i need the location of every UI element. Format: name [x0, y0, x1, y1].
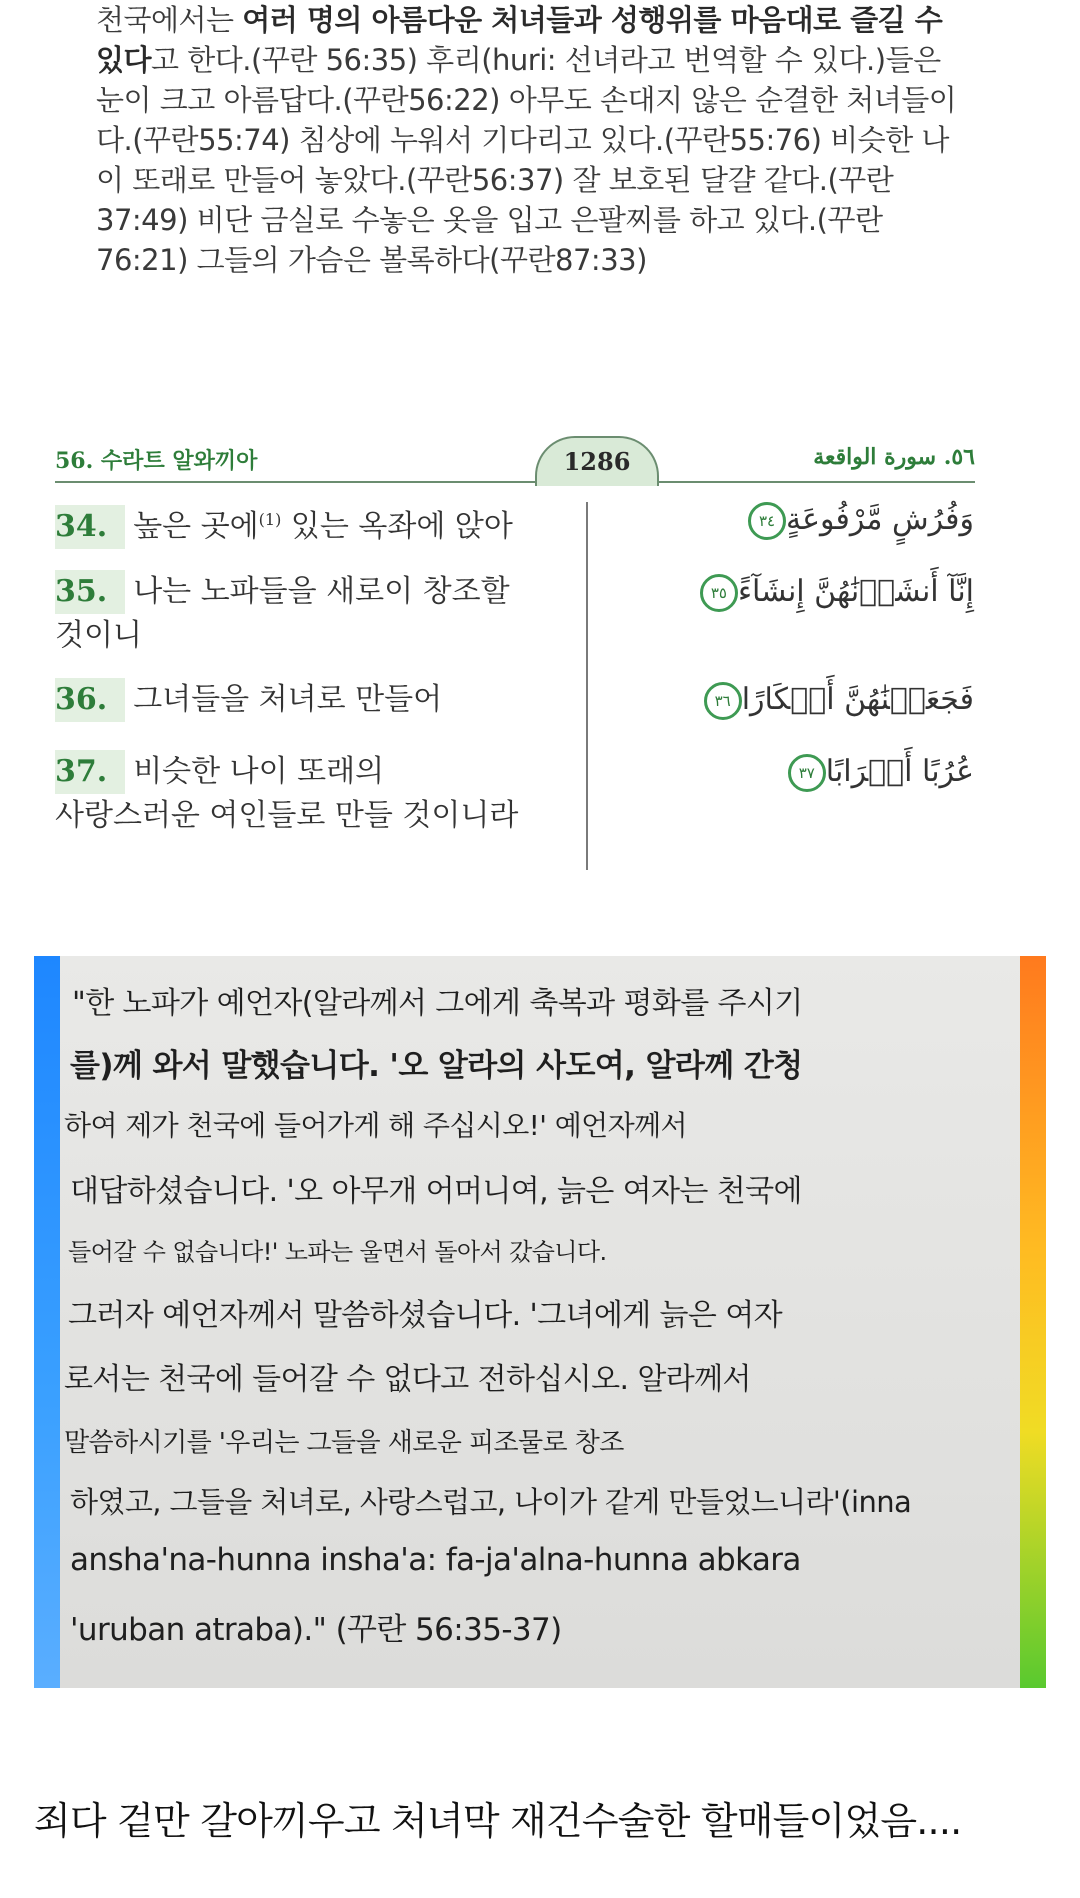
verse-34-korean: 34. 높은 곳에$^{(1)}$ 있는 옥좌에 앉아	[55, 498, 513, 549]
quote-line: 그러자 예언자께서 말씀하셨습니다. '그녀에게 늙은 여자	[68, 1298, 783, 1333]
quote-line: 말씀하시기를 '우리는 그들을 새로운 피조물로 창조	[64, 1428, 624, 1458]
bold-emphasis: 있다	[96, 43, 152, 77]
verse-35-korean: 35. 나는 노파들을 새로이 창조할 것이니	[55, 570, 510, 658]
verse-36-arabic: فَجَعَلۡنَٰهُنَّ أَبۡكَارًا٣٦	[696, 678, 974, 722]
ayah-end-marker: ٣٦	[704, 682, 742, 720]
quote-line: 들어갈 수 없습니다!' 노파는 울면서 돌아서 갔습니다.	[68, 1238, 607, 1266]
article-line-1: 천국에서는 여러 명의 아름다운 처녀들과 성행위를 마음대로 즐길 수	[96, 3, 943, 37]
article-line-5: 이 또래로 만들어 놓았다.(꾸란56:37) 잘 보호된 달걀 같다.(꾸란	[96, 163, 894, 197]
quote-line: 하였고, 그들을 처녀로, 사랑스럽고, 나이가 같게 만들었느니라'(inna	[70, 1485, 912, 1519]
footnote-marker: (1)	[258, 510, 282, 529]
surah-title-arabic: ٥٦. سورة الواقعة	[813, 444, 975, 470]
quote-line: 'uruban atraba)." (꾸란 56:35-37)	[70, 1612, 562, 1648]
verse-37-arabic: عُرُبًا أَتۡرَابًا٣٧	[780, 750, 974, 794]
post-caption: 죄다 겉만 갈아끼우고 처녀막 재건수술한 할매들이었음....	[34, 1799, 962, 1843]
hadith-quote-box	[34, 956, 1046, 1688]
article-line-2: 있다고 한다.(꾸란 56:35) 후리(huri: 선녀라고 번역할 수 있다.)들은	[96, 43, 941, 77]
column-divider	[586, 502, 588, 870]
article-line-7: 76:21) 그들의 가슴은 볼록하다(꾸란87:33)	[96, 243, 647, 277]
page-number: 1286	[535, 436, 659, 486]
article-line-6: 37:49) 비단 금실로 수놓은 옷을 입고 은팔찌를 하고 있다.(꾸란	[96, 203, 883, 237]
verse-36-korean: 36. 그녀들을 처녀로 만들어	[55, 678, 442, 722]
ayah-end-marker: ٣٧	[788, 754, 826, 792]
quote-line: ansha'na-hunna insha'a: fa-ja'alna-hunna abkara	[70, 1542, 801, 1578]
verse-number: 34.	[55, 505, 125, 549]
ayah-end-marker: ٣٥	[700, 574, 738, 612]
quote-line: 대답하셨습니다. '오 아무개 어머니여, 늙은 여자는 천국에	[70, 1174, 802, 1209]
quote-line: 로서는 천국에 들어갈 수 없다고 전하십시오. 알라께서	[64, 1362, 751, 1397]
ayah-end-marker: ٣٤	[748, 502, 786, 540]
verse-35-arabic: إِنَّآ أَنشَأۡنَٰهُنَّ إِنشَآءً٣٥	[692, 570, 974, 614]
verse-34-arabic: وَفُرُشٍ مَّرْفُوعَةٍ٣٤	[740, 498, 974, 542]
quote-line: 하여 제가 천국에 들어가게 해 주십시오!' 예언자께서	[64, 1109, 687, 1142]
article-line-3: 눈이 크고 아름답다.(꾸란56:22) 아무도 손대지 않은 순결한 처녀들이	[96, 83, 957, 117]
verse-number: 36.	[55, 678, 125, 722]
quran-page-excerpt	[0, 440, 1080, 880]
verse-number: 37.	[55, 750, 125, 794]
quote-line: 를)께 와서 말했습니다. '오 알라의 사도여, 알라께 간청	[70, 1048, 803, 1084]
quran-page-header	[55, 440, 975, 486]
verse-number: 35.	[55, 570, 125, 614]
article-text-block	[96, 0, 1026, 280]
article-line-4: 다.(꾸란55:74) 침상에 누워서 기다리고 있다.(꾸란55:76) 비슷한 나	[96, 123, 949, 157]
surah-title-korean: 56. 수라트 알와끼아	[55, 448, 258, 474]
header-rule	[55, 481, 975, 483]
verse-37-korean: 37. 비슷한 나이 또래의 사랑스러운 여인들로 만들 것이니라	[55, 750, 518, 838]
bold-emphasis: 여러 명의 아름다운 처녀들과 성행위를 마음대로 즐길 수	[242, 3, 943, 37]
quote-line: "한 노파가 예언자(알라께서 그에게 축복과 평화를 주시기	[72, 986, 803, 1021]
